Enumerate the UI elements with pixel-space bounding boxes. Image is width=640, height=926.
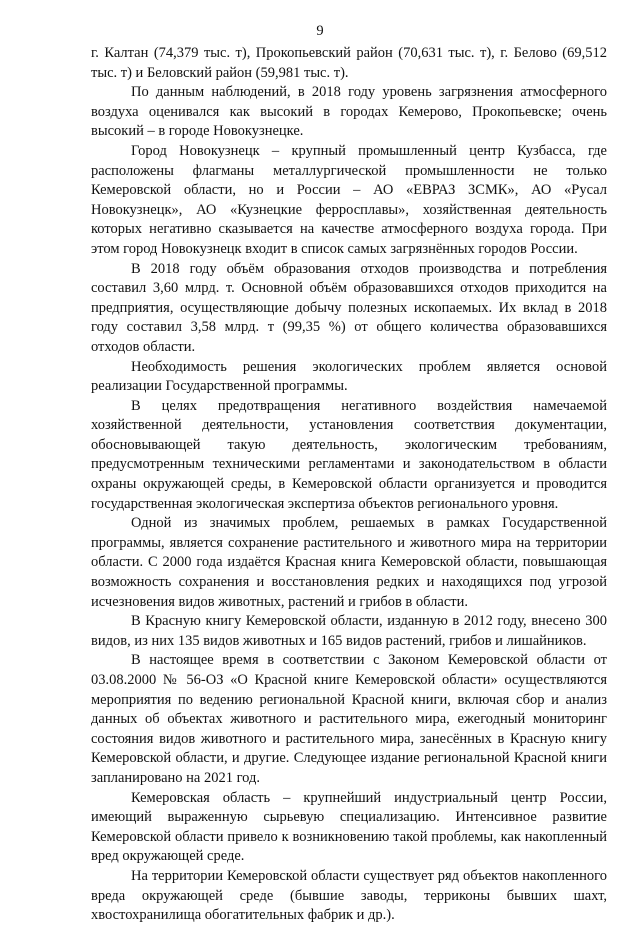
paragraph: На территории Кемеровской области существует ряд объектов накопленного вреда окружающей среде (бывшие заводы, терриконы бывших шахт, хвостохранилища обогатительных фабрик и др.). — [91, 867, 607, 924]
paragraph: г. Калтан (74,379 тыс. т), Прокопьевский район (70,631 тыс. т), г. Белово (69,512 тыс. т) и Беловский район (59,981 тыс. т). — [91, 45, 607, 81]
paragraph: По данным наблюдений, в 2018 году уровень загрязнения атмосферного воздуха оценивался как высокий в городах Кемерово, Прокопьевске; очень высокий – в городе Новокузнецке. — [91, 84, 607, 140]
paragraph: Кемеровская область – крупнейший индустриальный центр России, имеющий выраженную сырьевую специализацию. Интенсивное развитие Кемеровской области привело к возникновению такой проблемы, как накопленный вред окружающей среде. — [91, 789, 607, 865]
body-text — [91, 44, 607, 926]
page-number: 9 — [316, 23, 324, 39]
paragraph: В 2018 году объём образования отходов производства и потребления составил 3,60 млрд. т. Основной объём образовавшихся отходов приходится на предприятия, осуществляющие добычу полезных ископаемых. Их вклад в 2018 году составил 3,58 млрд. т (99,35 %) от общего количества образовавшихся отходов области. — [91, 260, 607, 355]
paragraph: В настоящее время в соответствии с Законом Кемеровской области от 03.08.2000 № 56-ОЗ «О Красной книге Кемеровской области» осуществляются мероприятия по ведению региональной Красной книги, включая сбор и анализ данных об объектах животного и растительного мира, ежегодный мониторинг состояния видов животного и растительного мира, занесённых в Красную книгу Кемеровской области, и другие. Следующее издание региональной Красной книги запланировано на 2021 год. — [91, 652, 607, 786]
paragraph: Одной из значимых проблем, решаемых в рамках Государственной программы, является сохранение растительного и животного мира на территории области. С 2000 года издаётся Красная книга Кемеровской области, повышающая возможность сохранения и восстановления редких и находящихся под угрозой исчезновения видов животных, растений и грибов в области. — [91, 515, 607, 610]
paragraph: В целях предотвращения негативного воздействия намечаемой хозяйственной деятельности, установления соответствия документации, обосновывающей такую деятельность, экологическим требованиям, предусмотренным техническими регламентами и законодательством в области охраны окружающей среды, в Кемеровской области организуется и проводится государственная экологическая экспертиза объектов регионального уровня. — [91, 397, 607, 512]
paragraph: В Красную книгу Кемеровской области, изданную в 2012 году, внесено 300 видов, из них 135 видов животных и 165 видов растений, грибов и лишайников. — [91, 613, 607, 649]
paragraph: Город Новокузнецк – крупный промышленный центр Кузбасса, где расположены флагманы металлургической промышленности не только Кемеровской области, но и России – АО «ЕВРАЗ ЗСМК», АО «Русал Новокузнецк», АО «Кузнецкие ферросплавы», хозяйственная деятельность которых негативно сказывается на качестве атмосферного воздуха города. При этом город Новокузнецк входит в список самых загрязнённых городов России. — [91, 142, 607, 257]
paragraph: Необходимость решения экологических проблем является основой реализации Государственной программы. — [91, 358, 607, 395]
